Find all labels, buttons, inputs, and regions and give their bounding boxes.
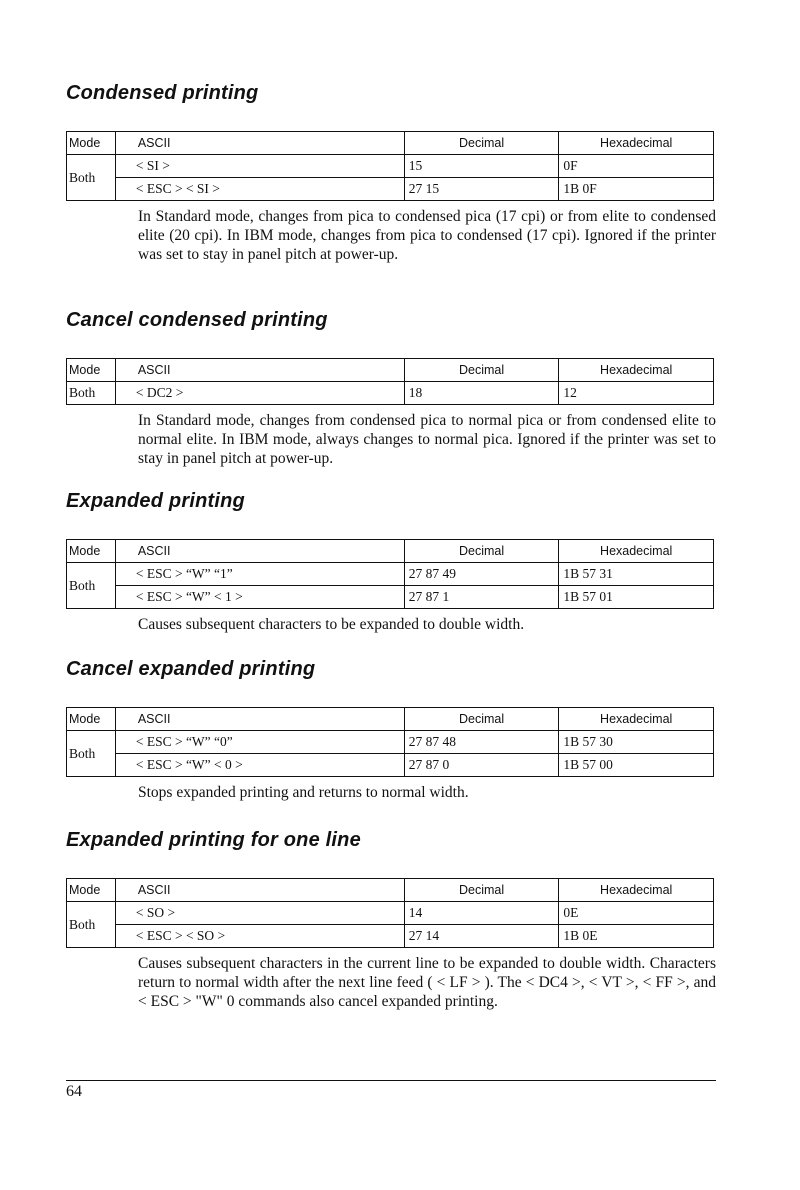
hex-cell: 1B 57 30: [559, 731, 714, 754]
header-ascii: ASCII: [115, 879, 404, 902]
page-number: 64: [66, 1083, 82, 1100]
ascii-cell: < ESC > “W” < 1 >: [115, 586, 404, 609]
table-row: [67, 155, 714, 178]
mode-cell: Both: [67, 731, 116, 777]
table-header-row: [67, 879, 714, 902]
header-ascii: ASCII: [115, 540, 404, 563]
table-row: [67, 731, 714, 754]
table-header-row: [67, 708, 714, 731]
mode-cell: Both: [67, 382, 116, 405]
decimal-cell: 27 87 0: [404, 754, 559, 777]
mode-cell: Both: [67, 155, 116, 201]
header-ascii: ASCII: [115, 132, 404, 155]
hex-cell: 12: [559, 382, 714, 405]
hex-cell: 1B 57 00: [559, 754, 714, 777]
footer-divider: [66, 1080, 716, 1081]
ascii-cell: < ESC > “W” < 0 >: [115, 754, 404, 777]
table-row: [67, 754, 714, 777]
header-mode: Mode: [67, 879, 116, 902]
section-title: Cancel condensed printing: [66, 309, 328, 331]
header-decimal: Decimal: [404, 359, 559, 382]
table-row: [67, 178, 714, 201]
header-mode: Mode: [67, 132, 116, 155]
hex-cell: 1B 0E: [559, 925, 714, 948]
header-decimal: Decimal: [404, 132, 559, 155]
section-description: Causes subsequent characters to be expanded to double width.: [138, 616, 525, 633]
hex-cell: 1B 57 01: [559, 586, 714, 609]
mode-cell: Both: [67, 563, 116, 609]
header-hexadecimal: Hexadecimal: [559, 540, 714, 563]
section-expanded-printing: [66, 490, 716, 634]
decimal-cell: 15: [404, 155, 559, 178]
header-hexadecimal: Hexadecimal: [559, 359, 714, 382]
header-hexadecimal: Hexadecimal: [559, 132, 714, 155]
ascii-cell: < DC2 >: [115, 382, 404, 405]
header-mode: Mode: [67, 708, 116, 731]
hex-cell: 0E: [559, 902, 714, 925]
ascii-cell: < SI >: [115, 155, 404, 178]
ascii-cell: < ESC > “W” “1”: [115, 563, 404, 586]
command-table: [66, 539, 714, 609]
table-row: [67, 586, 714, 609]
hex-cell: 1B 0F: [559, 178, 714, 201]
command-table: [66, 131, 714, 201]
ascii-cell: < SO >: [115, 902, 404, 925]
table-row: [67, 563, 714, 586]
header-mode: Mode: [67, 540, 116, 563]
section-cancel-condensed-printing: [66, 309, 716, 468]
section-description: Causes subsequent characters in the current line to be expanded to double width. Characters return to normal width after the next line feed ( < LF > ). The < DC4 >, < VT >, < FF >, and < ESC > "W" 0 commands also cancel expanded printing.: [138, 955, 716, 1010]
header-hexadecimal: Hexadecimal: [559, 708, 714, 731]
decimal-cell: 27 87 49: [404, 563, 559, 586]
table-header-row: [67, 359, 714, 382]
decimal-cell: 27 14: [404, 925, 559, 948]
table-header-row: [67, 540, 714, 563]
header-decimal: Decimal: [404, 708, 559, 731]
section-description: Stops expanded printing and returns to normal width.: [138, 784, 469, 801]
section-description: In Standard mode, changes from condensed pica to normal pica or from condensed elite to normal elite. In IBM mode, always changes to normal pica. Ignored if the printer was set to stay in panel pitch at power-up.: [138, 412, 716, 467]
header-decimal: Decimal: [404, 540, 559, 563]
header-ascii: ASCII: [115, 359, 404, 382]
header-ascii: ASCII: [115, 708, 404, 731]
section-description: In Standard mode, changes from pica to condensed pica (17 cpi) or from elite to condensed elite (20 cpi). In IBM mode, changes from pica to condensed (17 cpi). Ignored if the printer was set to stay in panel pitch at power-up.: [138, 208, 716, 263]
decimal-cell: 27 87 48: [404, 731, 559, 754]
command-table: [66, 358, 714, 405]
command-table: [66, 707, 714, 777]
decimal-cell: 18: [404, 382, 559, 405]
section-expanded-printing-one-line: [66, 829, 716, 1011]
table-row: [67, 382, 714, 405]
header-mode: Mode: [67, 359, 116, 382]
section-title: Condensed printing: [66, 82, 259, 104]
table-header-row: [67, 132, 714, 155]
mode-cell: Both: [67, 902, 116, 948]
header-decimal: Decimal: [404, 879, 559, 902]
ascii-cell: < ESC > “W” “0”: [115, 731, 404, 754]
ascii-cell: < ESC > < SO >: [115, 925, 404, 948]
header-hexadecimal: Hexadecimal: [559, 879, 714, 902]
section-condensed-printing: [66, 82, 716, 264]
table-row: [67, 902, 714, 925]
command-table: [66, 878, 714, 948]
section-title: Expanded printing: [66, 490, 245, 512]
section-cancel-expanded-printing: [66, 658, 716, 802]
table-row: [67, 925, 714, 948]
decimal-cell: 27 15: [404, 178, 559, 201]
section-title: Cancel expanded printing: [66, 658, 316, 680]
ascii-cell: < ESC > < SI >: [115, 178, 404, 201]
hex-cell: 0F: [559, 155, 714, 178]
decimal-cell: 27 87 1: [404, 586, 559, 609]
section-title: Expanded printing for one line: [66, 829, 361, 851]
decimal-cell: 14: [404, 902, 559, 925]
hex-cell: 1B 57 31: [559, 563, 714, 586]
